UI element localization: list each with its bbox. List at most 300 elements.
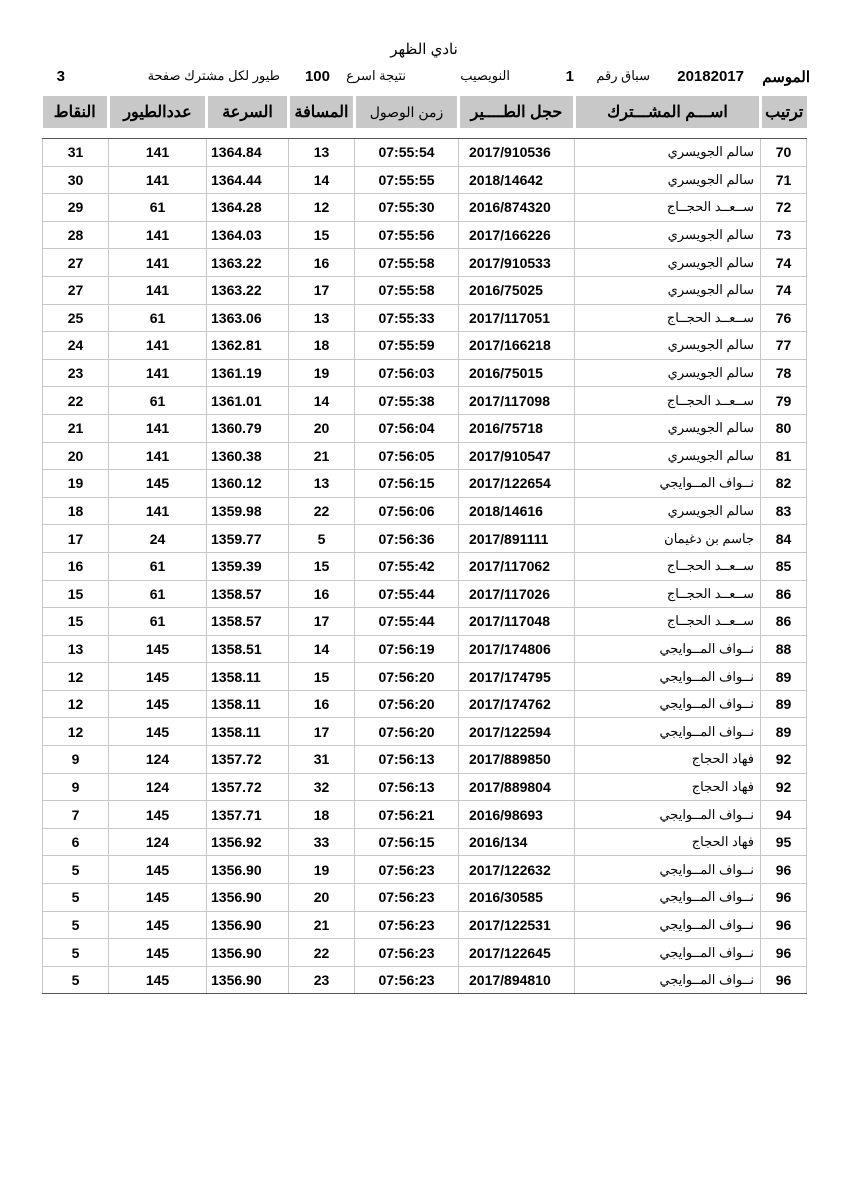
cell-birds: 141 xyxy=(109,139,207,167)
cell-birds: 61 xyxy=(109,387,207,415)
cell-speed: 1356.90 xyxy=(207,856,289,884)
cell-speed: 1360.38 xyxy=(207,442,289,470)
cell-rank: 74 xyxy=(761,276,807,304)
cell-speed: 1360.79 xyxy=(207,414,289,442)
cell-rank: 80 xyxy=(761,414,807,442)
cell-points: 20 xyxy=(43,442,109,470)
cell-name: فهاد الحجاج xyxy=(575,746,761,774)
cell-ring: 2018/14616 xyxy=(459,497,575,525)
cell-distance: 13 xyxy=(289,139,355,167)
cell-rank: 89 xyxy=(761,690,807,718)
table-row xyxy=(43,856,807,884)
cell-points: 7 xyxy=(43,801,109,829)
cell-points: 30 xyxy=(43,166,109,194)
cell-time: 07:56:05 xyxy=(355,442,459,470)
cell-points: 6 xyxy=(43,828,109,856)
cell-ring: 2016/75015 xyxy=(459,359,575,387)
cell-rank: 78 xyxy=(761,359,807,387)
cell-ring: 2017/889804 xyxy=(459,773,575,801)
cell-points: 5 xyxy=(43,856,109,884)
cell-points: 15 xyxy=(43,580,109,608)
cell-time: 07:56:13 xyxy=(355,773,459,801)
col-header-name: اســـم المشـــترك xyxy=(575,96,761,128)
cell-distance: 16 xyxy=(289,249,355,277)
cell-name: فهاد الحجاج xyxy=(575,773,761,801)
cell-points: 22 xyxy=(43,387,109,415)
cell-time: 07:55:42 xyxy=(355,552,459,580)
cell-ring: 2017/122654 xyxy=(459,470,575,498)
cell-birds: 145 xyxy=(109,856,207,884)
cell-birds: 145 xyxy=(109,718,207,746)
cell-points: 9 xyxy=(43,773,109,801)
cell-birds: 141 xyxy=(109,414,207,442)
cell-name: نــواف المــوايجي xyxy=(575,911,761,939)
cell-time: 07:56:23 xyxy=(355,856,459,884)
cell-birds: 141 xyxy=(109,332,207,360)
cell-birds: 145 xyxy=(109,884,207,912)
cell-ring: 2017/174806 xyxy=(459,635,575,663)
cell-ring: 2017/117026 xyxy=(459,580,575,608)
cell-ring: 2016/75025 xyxy=(459,276,575,304)
table-row xyxy=(43,773,807,801)
cell-distance: 14 xyxy=(289,166,355,194)
cell-name: ســعــد الحجــاج xyxy=(575,304,761,332)
cell-distance: 18 xyxy=(289,332,355,360)
cell-name: ســعــد الحجــاج xyxy=(575,552,761,580)
cell-name: سالم الجويسري xyxy=(575,332,761,360)
cell-birds: 145 xyxy=(109,663,207,691)
cell-name: نــواف المــوايجي xyxy=(575,856,761,884)
cell-points: 27 xyxy=(43,276,109,304)
cell-points: 28 xyxy=(43,221,109,249)
cell-points: 9 xyxy=(43,746,109,774)
table-body xyxy=(43,139,807,994)
table-row xyxy=(43,966,807,994)
cell-ring: 2016/874320 xyxy=(459,194,575,222)
cell-speed: 1359.39 xyxy=(207,552,289,580)
cell-name: ســعــد الحجــاج xyxy=(575,194,761,222)
cell-speed: 1356.90 xyxy=(207,939,289,967)
cell-name: سالم الجويسري xyxy=(575,221,761,249)
cell-time: 07:55:44 xyxy=(355,580,459,608)
cell-rank: 74 xyxy=(761,249,807,277)
cell-speed: 1364.44 xyxy=(207,166,289,194)
cell-ring: 2017/891111 xyxy=(459,525,575,553)
cell-time: 07:56:03 xyxy=(355,359,459,387)
cell-ring: 2016/30585 xyxy=(459,884,575,912)
table-row xyxy=(43,387,807,415)
cell-time: 07:56:23 xyxy=(355,911,459,939)
cell-points: 17 xyxy=(43,525,109,553)
cell-birds: 61 xyxy=(109,552,207,580)
table-row xyxy=(43,166,807,194)
cell-name: سالم الجويسري xyxy=(575,414,761,442)
cell-name: جاسم بن دغيمان xyxy=(575,525,761,553)
cell-ring: 2017/166226 xyxy=(459,221,575,249)
cell-distance: 12 xyxy=(289,194,355,222)
cell-distance: 14 xyxy=(289,387,355,415)
cell-speed: 1360.12 xyxy=(207,470,289,498)
result-label: نتيجة اسرع xyxy=(346,68,406,83)
table-row xyxy=(43,608,807,636)
cell-rank: 76 xyxy=(761,304,807,332)
cell-name: ســعــد الحجــاج xyxy=(575,608,761,636)
cell-time: 07:56:20 xyxy=(355,718,459,746)
cell-rank: 77 xyxy=(761,332,807,360)
cell-birds: 141 xyxy=(109,497,207,525)
cell-time: 07:56:36 xyxy=(355,525,459,553)
cell-points: 12 xyxy=(43,663,109,691)
cell-points: 16 xyxy=(43,552,109,580)
col-header-speed: السرعة xyxy=(207,96,289,128)
cell-distance: 19 xyxy=(289,359,355,387)
cell-ring: 2017/910547 xyxy=(459,442,575,470)
cell-name: سالم الجويسري xyxy=(575,359,761,387)
cell-rank: 95 xyxy=(761,828,807,856)
cell-distance: 19 xyxy=(289,856,355,884)
cell-ring: 2017/166218 xyxy=(459,332,575,360)
cell-name: سالم الجويسري xyxy=(575,249,761,277)
cell-name: نــواف المــوايجي xyxy=(575,966,761,994)
cell-time: 07:56:23 xyxy=(355,966,459,994)
cell-points: 25 xyxy=(43,304,109,332)
cell-time: 07:55:38 xyxy=(355,387,459,415)
cell-time: 07:56:06 xyxy=(355,497,459,525)
cell-birds: 61 xyxy=(109,608,207,636)
cell-time: 07:55:55 xyxy=(355,166,459,194)
cell-ring: 2016/134 xyxy=(459,828,575,856)
cell-rank: 89 xyxy=(761,718,807,746)
table-row xyxy=(43,276,807,304)
col-header-ring: حجل الطــــير xyxy=(459,96,575,128)
cell-rank: 73 xyxy=(761,221,807,249)
cell-time: 07:55:56 xyxy=(355,221,459,249)
race-label: سباق رقم xyxy=(596,68,650,83)
cell-rank: 92 xyxy=(761,746,807,774)
cell-time: 07:56:20 xyxy=(355,663,459,691)
cell-speed: 1363.06 xyxy=(207,304,289,332)
results-table xyxy=(42,96,807,994)
col-header-distance: المسافة xyxy=(289,96,355,128)
cell-speed: 1356.90 xyxy=(207,884,289,912)
table-row xyxy=(43,746,807,774)
cell-rank: 70 xyxy=(761,139,807,167)
cell-speed: 1362.81 xyxy=(207,332,289,360)
cell-rank: 96 xyxy=(761,911,807,939)
season-label: الموسم xyxy=(762,69,810,86)
cell-speed: 1361.19 xyxy=(207,359,289,387)
cell-points: 24 xyxy=(43,332,109,360)
cell-time: 07:56:04 xyxy=(355,414,459,442)
col-header-birds: عددالطيور xyxy=(109,96,207,128)
cell-rank: 83 xyxy=(761,497,807,525)
cell-time: 07:56:20 xyxy=(355,690,459,718)
table-row xyxy=(43,911,807,939)
cell-points: 29 xyxy=(43,194,109,222)
cell-rank: 96 xyxy=(761,856,807,884)
cell-time: 07:55:59 xyxy=(355,332,459,360)
cell-distance: 15 xyxy=(289,663,355,691)
cell-time: 07:55:30 xyxy=(355,194,459,222)
cell-distance: 23 xyxy=(289,966,355,994)
cell-name: سالم الجويسري xyxy=(575,497,761,525)
cell-points: 5 xyxy=(43,911,109,939)
cell-time: 07:56:21 xyxy=(355,801,459,829)
cell-distance: 15 xyxy=(289,221,355,249)
table-row xyxy=(43,718,807,746)
cell-ring: 2017/122632 xyxy=(459,856,575,884)
table-row xyxy=(43,525,807,553)
cell-speed: 1358.11 xyxy=(207,718,289,746)
cell-speed: 1363.22 xyxy=(207,249,289,277)
club-name: نادي الظهر xyxy=(390,41,458,58)
cell-ring: 2017/117051 xyxy=(459,304,575,332)
cell-rank: 81 xyxy=(761,442,807,470)
cell-name: نــواف المــوايجي xyxy=(575,718,761,746)
cell-points: 19 xyxy=(43,470,109,498)
table-row xyxy=(43,249,807,277)
cell-distance: 20 xyxy=(289,414,355,442)
cell-rank: 96 xyxy=(761,884,807,912)
table-row xyxy=(43,442,807,470)
cell-time: 07:55:58 xyxy=(355,276,459,304)
cell-distance: 22 xyxy=(289,497,355,525)
cell-distance: 13 xyxy=(289,304,355,332)
table-row xyxy=(43,221,807,249)
birds-value: 100 xyxy=(304,68,330,85)
cell-birds: 141 xyxy=(109,276,207,304)
cell-speed: 1363.22 xyxy=(207,276,289,304)
per-page-label: طيور لكل مشترك صفحة xyxy=(147,68,280,83)
cell-rank: 79 xyxy=(761,387,807,415)
cell-birds: 145 xyxy=(109,939,207,967)
cell-rank: 71 xyxy=(761,166,807,194)
table-row xyxy=(43,497,807,525)
cell-ring: 2017/122531 xyxy=(459,911,575,939)
cell-birds: 141 xyxy=(109,442,207,470)
cell-points: 27 xyxy=(43,249,109,277)
table-row xyxy=(43,580,807,608)
cell-speed: 1358.57 xyxy=(207,580,289,608)
table-row xyxy=(43,304,807,332)
cell-rank: 86 xyxy=(761,608,807,636)
cell-birds: 145 xyxy=(109,911,207,939)
table-row xyxy=(43,884,807,912)
cell-speed: 1358.11 xyxy=(207,663,289,691)
cell-ring: 2017/889850 xyxy=(459,746,575,774)
table-row xyxy=(43,414,807,442)
cell-birds: 145 xyxy=(109,470,207,498)
cell-speed: 1356.92 xyxy=(207,828,289,856)
cell-name: سالم الجويسري xyxy=(575,166,761,194)
cell-time: 07:56:19 xyxy=(355,635,459,663)
cell-points: 5 xyxy=(43,939,109,967)
cell-ring: 2016/98693 xyxy=(459,801,575,829)
cell-speed: 1357.72 xyxy=(207,773,289,801)
cell-distance: 17 xyxy=(289,718,355,746)
table-row xyxy=(43,939,807,967)
cell-ring: 2017/174795 xyxy=(459,663,575,691)
cell-birds: 145 xyxy=(109,635,207,663)
cell-ring: 2016/75718 xyxy=(459,414,575,442)
cell-rank: 85 xyxy=(761,552,807,580)
cell-distance: 20 xyxy=(289,884,355,912)
cell-distance: 15 xyxy=(289,552,355,580)
cell-rank: 96 xyxy=(761,939,807,967)
location: النويصيب xyxy=(460,68,510,83)
cell-time: 07:56:23 xyxy=(355,939,459,967)
cell-time: 07:56:15 xyxy=(355,470,459,498)
cell-name: فهاد الحجاج xyxy=(575,828,761,856)
cell-points: 12 xyxy=(43,690,109,718)
cell-ring: 2017/122645 xyxy=(459,939,575,967)
cell-rank: 82 xyxy=(761,470,807,498)
cell-ring: 2017/910533 xyxy=(459,249,575,277)
table-row xyxy=(43,828,807,856)
cell-rank: 86 xyxy=(761,580,807,608)
cell-distance: 16 xyxy=(289,580,355,608)
cell-rank: 88 xyxy=(761,635,807,663)
cell-distance: 33 xyxy=(289,828,355,856)
cell-distance: 13 xyxy=(289,470,355,498)
cell-points: 31 xyxy=(43,139,109,167)
cell-rank: 84 xyxy=(761,525,807,553)
cell-birds: 141 xyxy=(109,221,207,249)
cell-speed: 1356.90 xyxy=(207,911,289,939)
cell-time: 07:55:54 xyxy=(355,139,459,167)
cell-distance: 17 xyxy=(289,608,355,636)
cell-ring: 2018/14642 xyxy=(459,166,575,194)
cell-speed: 1357.71 xyxy=(207,801,289,829)
cell-rank: 72 xyxy=(761,194,807,222)
cell-rank: 96 xyxy=(761,966,807,994)
table-row xyxy=(43,635,807,663)
cell-name: نــواف المــوايجي xyxy=(575,884,761,912)
season-value: 20182017 xyxy=(677,68,744,85)
race-value: 1 xyxy=(565,68,574,85)
cell-ring: 2017/117062 xyxy=(459,552,575,580)
cell-time: 07:55:58 xyxy=(355,249,459,277)
cell-distance: 16 xyxy=(289,690,355,718)
cell-birds: 61 xyxy=(109,194,207,222)
cell-distance: 18 xyxy=(289,801,355,829)
cell-time: 07:55:44 xyxy=(355,608,459,636)
table-row xyxy=(43,194,807,222)
cell-distance: 5 xyxy=(289,525,355,553)
cell-name: نــواف المــوايجي xyxy=(575,470,761,498)
cell-speed: 1364.03 xyxy=(207,221,289,249)
page-value: 3 xyxy=(56,68,65,85)
race-info-bar xyxy=(40,68,810,90)
col-header-time: زمن الوصول xyxy=(355,96,459,128)
col-header-points: النقاط xyxy=(43,96,109,128)
cell-name: سالم الجويسري xyxy=(575,139,761,167)
cell-speed: 1364.84 xyxy=(207,139,289,167)
cell-distance: 31 xyxy=(289,746,355,774)
cell-ring: 2017/894810 xyxy=(459,966,575,994)
table-header-row xyxy=(43,96,807,128)
cell-points: 5 xyxy=(43,966,109,994)
cell-distance: 32 xyxy=(289,773,355,801)
cell-rank: 89 xyxy=(761,663,807,691)
table-row xyxy=(43,663,807,691)
cell-birds: 145 xyxy=(109,801,207,829)
cell-points: 13 xyxy=(43,635,109,663)
cell-time: 07:55:33 xyxy=(355,304,459,332)
cell-name: نــواف المــوايجي xyxy=(575,635,761,663)
col-header-rank: ترتيب xyxy=(761,96,807,128)
cell-rank: 92 xyxy=(761,773,807,801)
cell-speed: 1356.90 xyxy=(207,966,289,994)
cell-birds: 141 xyxy=(109,359,207,387)
table-row xyxy=(43,332,807,360)
cell-name: نــواف المــوايجي xyxy=(575,801,761,829)
cell-birds: 24 xyxy=(109,525,207,553)
cell-speed: 1358.51 xyxy=(207,635,289,663)
cell-distance: 22 xyxy=(289,939,355,967)
cell-distance: 17 xyxy=(289,276,355,304)
cell-time: 07:56:15 xyxy=(355,828,459,856)
cell-ring: 2017/122594 xyxy=(459,718,575,746)
cell-birds: 141 xyxy=(109,166,207,194)
cell-name: نــواف المــوايجي xyxy=(575,939,761,967)
cell-speed: 1358.57 xyxy=(207,608,289,636)
cell-points: 12 xyxy=(43,718,109,746)
cell-name: ســعــد الحجــاج xyxy=(575,387,761,415)
cell-ring: 2017/117048 xyxy=(459,608,575,636)
cell-ring: 2017/910536 xyxy=(459,139,575,167)
cell-birds: 124 xyxy=(109,746,207,774)
cell-time: 07:56:23 xyxy=(355,884,459,912)
cell-distance: 14 xyxy=(289,635,355,663)
cell-speed: 1361.01 xyxy=(207,387,289,415)
cell-points: 5 xyxy=(43,884,109,912)
cell-birds: 145 xyxy=(109,690,207,718)
cell-points: 18 xyxy=(43,497,109,525)
cell-birds: 124 xyxy=(109,773,207,801)
table-row xyxy=(43,690,807,718)
cell-speed: 1359.77 xyxy=(207,525,289,553)
cell-birds: 145 xyxy=(109,966,207,994)
cell-points: 15 xyxy=(43,608,109,636)
cell-name: ســعــد الحجــاج xyxy=(575,580,761,608)
cell-ring: 2017/174762 xyxy=(459,690,575,718)
table-row xyxy=(43,552,807,580)
cell-birds: 61 xyxy=(109,580,207,608)
header-spacer xyxy=(43,128,807,139)
cell-speed: 1358.11 xyxy=(207,690,289,718)
cell-birds: 124 xyxy=(109,828,207,856)
cell-distance: 21 xyxy=(289,911,355,939)
cell-birds: 61 xyxy=(109,304,207,332)
cell-speed: 1364.28 xyxy=(207,194,289,222)
cell-time: 07:56:13 xyxy=(355,746,459,774)
table-row xyxy=(43,470,807,498)
cell-points: 23 xyxy=(43,359,109,387)
cell-birds: 141 xyxy=(109,249,207,277)
cell-points: 21 xyxy=(43,414,109,442)
cell-rank: 94 xyxy=(761,801,807,829)
cell-speed: 1359.98 xyxy=(207,497,289,525)
cell-name: نــواف المــوايجي xyxy=(575,663,761,691)
cell-ring: 2017/117098 xyxy=(459,387,575,415)
cell-speed: 1357.72 xyxy=(207,746,289,774)
table-row xyxy=(43,359,807,387)
cell-name: سالم الجويسري xyxy=(575,442,761,470)
cell-name: سالم الجويسري xyxy=(575,276,761,304)
table-row xyxy=(43,139,807,167)
cell-name: نــواف المــوايجي xyxy=(575,690,761,718)
